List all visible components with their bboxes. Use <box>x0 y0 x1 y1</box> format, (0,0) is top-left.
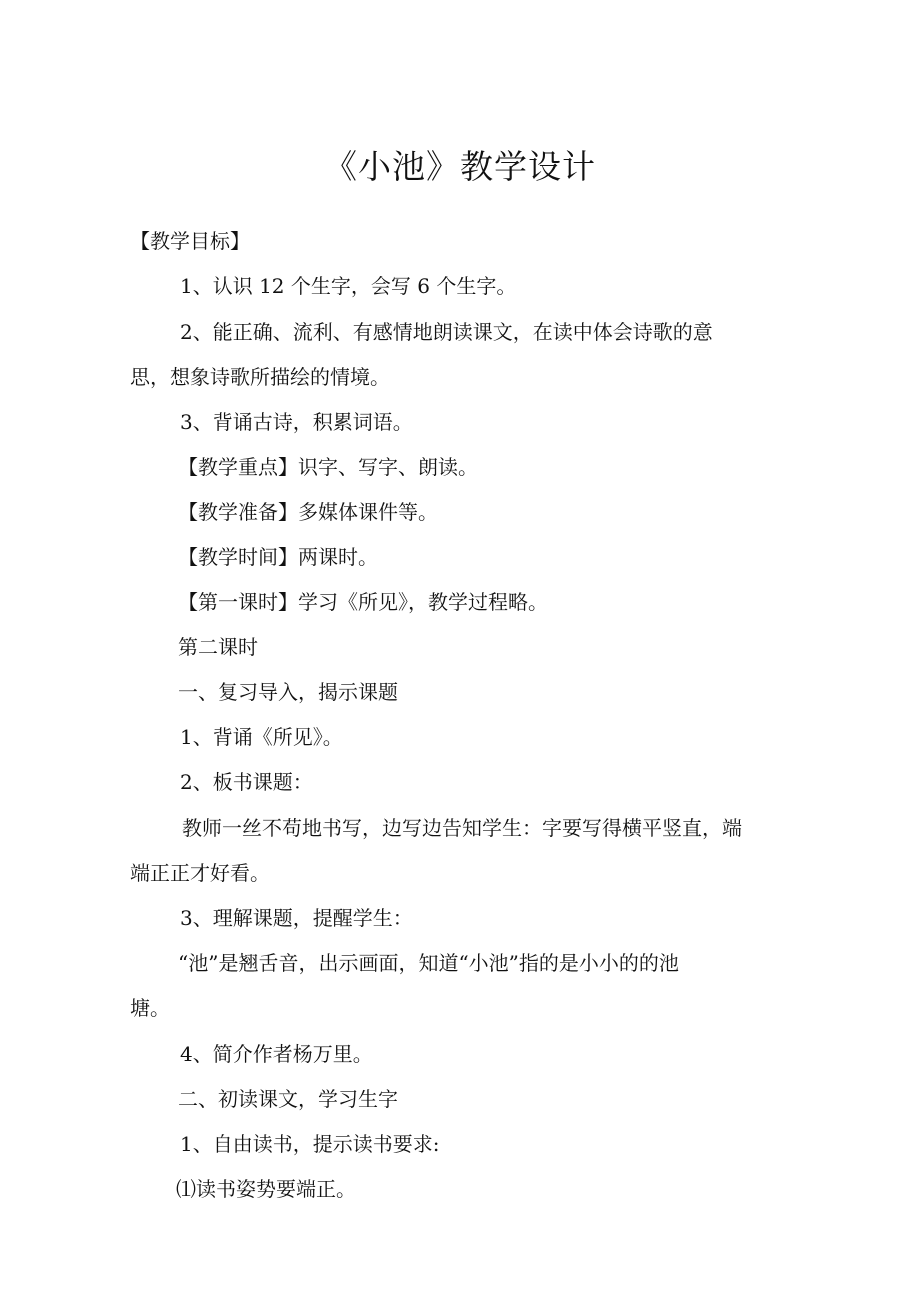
step-2-blackboard: 2、板书课题： <box>180 770 313 794</box>
pool-explanation: “池”是翘舌音，出示画面，知道“小池”指的是小小的的池 <box>178 951 679 975</box>
objective-1: 1、认识 12 个生字，会写 6 个生字。 <box>180 274 517 298</box>
pool-explanation-continued: 塘。 <box>130 996 170 1020</box>
second-lesson-heading: 第二课时 <box>178 635 258 659</box>
step-1-recite: 1、背诵《所见》。 <box>180 725 343 749</box>
part-one-heading: 一、复习导入，揭示课题 <box>178 680 398 704</box>
teaching-time: 【教学时间】两课时。 <box>178 545 378 569</box>
teaching-preparation: 【教学准备】多媒体课件等。 <box>178 500 438 524</box>
objective-2-continued: 思，想象诗歌所描绘的情境。 <box>130 365 390 389</box>
step-3-understand-title: 3、理解课题，提醒学生： <box>180 906 413 930</box>
teacher-writing-continued: 端正正才好看。 <box>130 861 270 885</box>
objective-2: 2、能正确、流利、有感情地朗读课文，在读中体会诗歌的意 <box>180 320 713 344</box>
document-title: 《小池》教学设计 <box>324 147 596 186</box>
first-lesson: 【第一课时】学习《所见》，教学过程略。 <box>178 590 548 614</box>
step-4-author: 4、简介作者杨万里。 <box>180 1042 373 1066</box>
objective-3: 3、背诵古诗，积累词语。 <box>180 410 413 434</box>
teaching-focus: 【教学重点】识字、写字、朗读。 <box>178 455 478 479</box>
reading-posture: ⑴读书姿势要端正。 <box>176 1177 356 1201</box>
section-heading-objectives: 【教学目标】 <box>130 229 250 253</box>
teacher-writing-paragraph: 教师一丝不苟地书写，边写边告知学生：字要写得横平竖直，端 <box>182 816 742 840</box>
free-reading-step: 1、自由读书，提示读书要求: <box>180 1132 440 1156</box>
part-two-heading: 二、初读课文，学习生字 <box>178 1087 398 1111</box>
